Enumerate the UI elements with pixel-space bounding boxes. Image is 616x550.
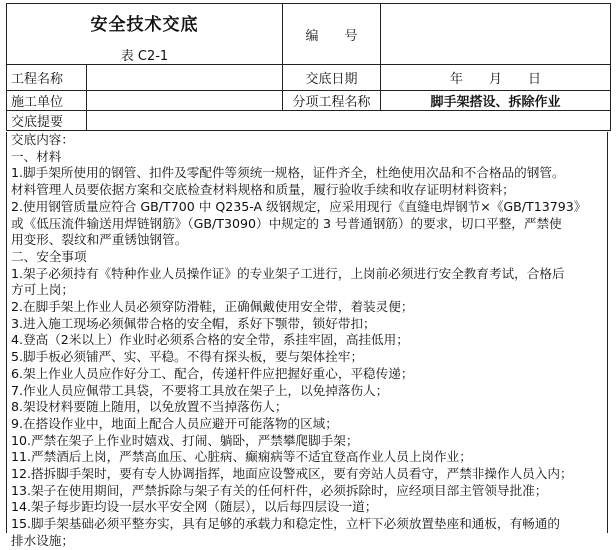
content-line: 13.架子在使用期间，严禁拆除与架子有关的任何杆件，必须拆除时，应经项目部主管领导批准； [11, 482, 548, 498]
content-line: 一、材料 [11, 148, 62, 164]
form-title: 安全技术交底 [90, 15, 199, 35]
number-label: 编 号 [283, 4, 381, 65]
construction-unit-label: 施工单位 [7, 91, 87, 111]
sub-project-field[interactable]: 脚手架搭设、拆除作业 [381, 91, 611, 111]
date-label: 交底日期 [283, 65, 381, 91]
content-line: 2.在脚手架上作业人员必须穿防滑鞋，正确佩戴使用安全带，着装灵便； [11, 299, 414, 315]
content-line: 二、安全事项 [11, 248, 87, 264]
content-line: 1.脚手架所使用的钢管、扣件及零配件等须统一规格，证件齐全，杜绝使用次品和不合格品的钢管。 [11, 165, 565, 181]
content-line: 9.在搭设作业中，地面上配合人员应避开可能落物的区域； [11, 415, 338, 431]
content-line: 4.登高（2米以上）作业时必须系合格的安全带，系挂牢固，高挂低用； [11, 332, 409, 348]
content-line: 8.架设材料要随上随用，以免放置不当掉落伤人； [11, 399, 288, 415]
summary-field[interactable] [87, 111, 611, 131]
form-number-code: 表 C2-1 [120, 49, 169, 64]
form-title-cell [7, 4, 283, 65]
date-field[interactable]: 年 月 日 [381, 65, 611, 91]
content-line: 排水设施； [11, 532, 74, 548]
content-line: 11.严禁酒后上岗，严禁高血压、心脏病、癫痫病等不适宜登高作业人员上岗作业； [11, 449, 472, 465]
construction-unit-field[interactable] [87, 91, 283, 111]
sub-project-label: 分项工程名称 [283, 91, 381, 111]
disclosure-content [6, 132, 608, 548]
content-line: 3.进入施工现场必须佩带合格的安全帽，系好下颚带，锁好带扣； [11, 315, 376, 331]
safety-disclosure-form [6, 3, 610, 548]
content-line: 1.架子必须持有《特种作业人员操作证》的专业架子工进行，上岗前必须进行安全教育考试，合格后 [11, 265, 565, 281]
content-line: 交底内容： [11, 132, 74, 147]
content-line: 10.严禁在架子上作业时嬉戏、打闹、躺卧，严禁攀爬脚手架； [11, 432, 359, 448]
content-line: 材料管理人员要依据方案和交底检查材料规格和质量，履行验收手续和收存证明材料资料； [11, 182, 515, 198]
content-line: 12.搭拆脚手架时，要有专人协调指挥，地面应设警戒区，要有旁站人员看守，严禁非操作人员入内； [11, 466, 573, 482]
project-name-field[interactable] [87, 65, 283, 91]
content-line: 2.使用钢管质量应符合 GB/T700 中 Q235-A 级钢规定，应采用现行《直缝电焊钢节×《GB/T13793》 [11, 198, 587, 214]
content-line: 15.脚手架基础必须平整夯实，具有足够的承载力和稳定性，立杆下必须放置垫座和通板，有畅通的 [11, 516, 560, 532]
summary-label: 交底提要 [7, 111, 87, 131]
content-line: 用变形、裂纹和严重锈蚀钢管。 [11, 232, 188, 248]
number-field[interactable] [381, 4, 611, 65]
content-line: 6.架上作业人员应作好分工、配合，传递杆件应把握好重心，平稳传递； [11, 365, 414, 381]
form-header-table [6, 3, 611, 131]
content-line: 7.作业人员应佩带工具袋，不要将工具放在架子上，以免掉落伤人； [11, 382, 389, 398]
content-line: 14.架子每步距均设一层水平安全网（随层），以后每四层设一道； [11, 499, 378, 515]
project-name-label: 工程名称 [7, 65, 87, 91]
content-line: 或《低压流件输送用焊链钢筋》（GB/T3090）中规定的 3 号普通钢筋）的要求，切口平整，严禁使 [11, 215, 562, 231]
content-line: 5.脚手板必须铺严、实、平稳。不得有探头板，要与架体拴牢； [11, 349, 364, 365]
content-line: 方可上岗； [11, 282, 74, 298]
